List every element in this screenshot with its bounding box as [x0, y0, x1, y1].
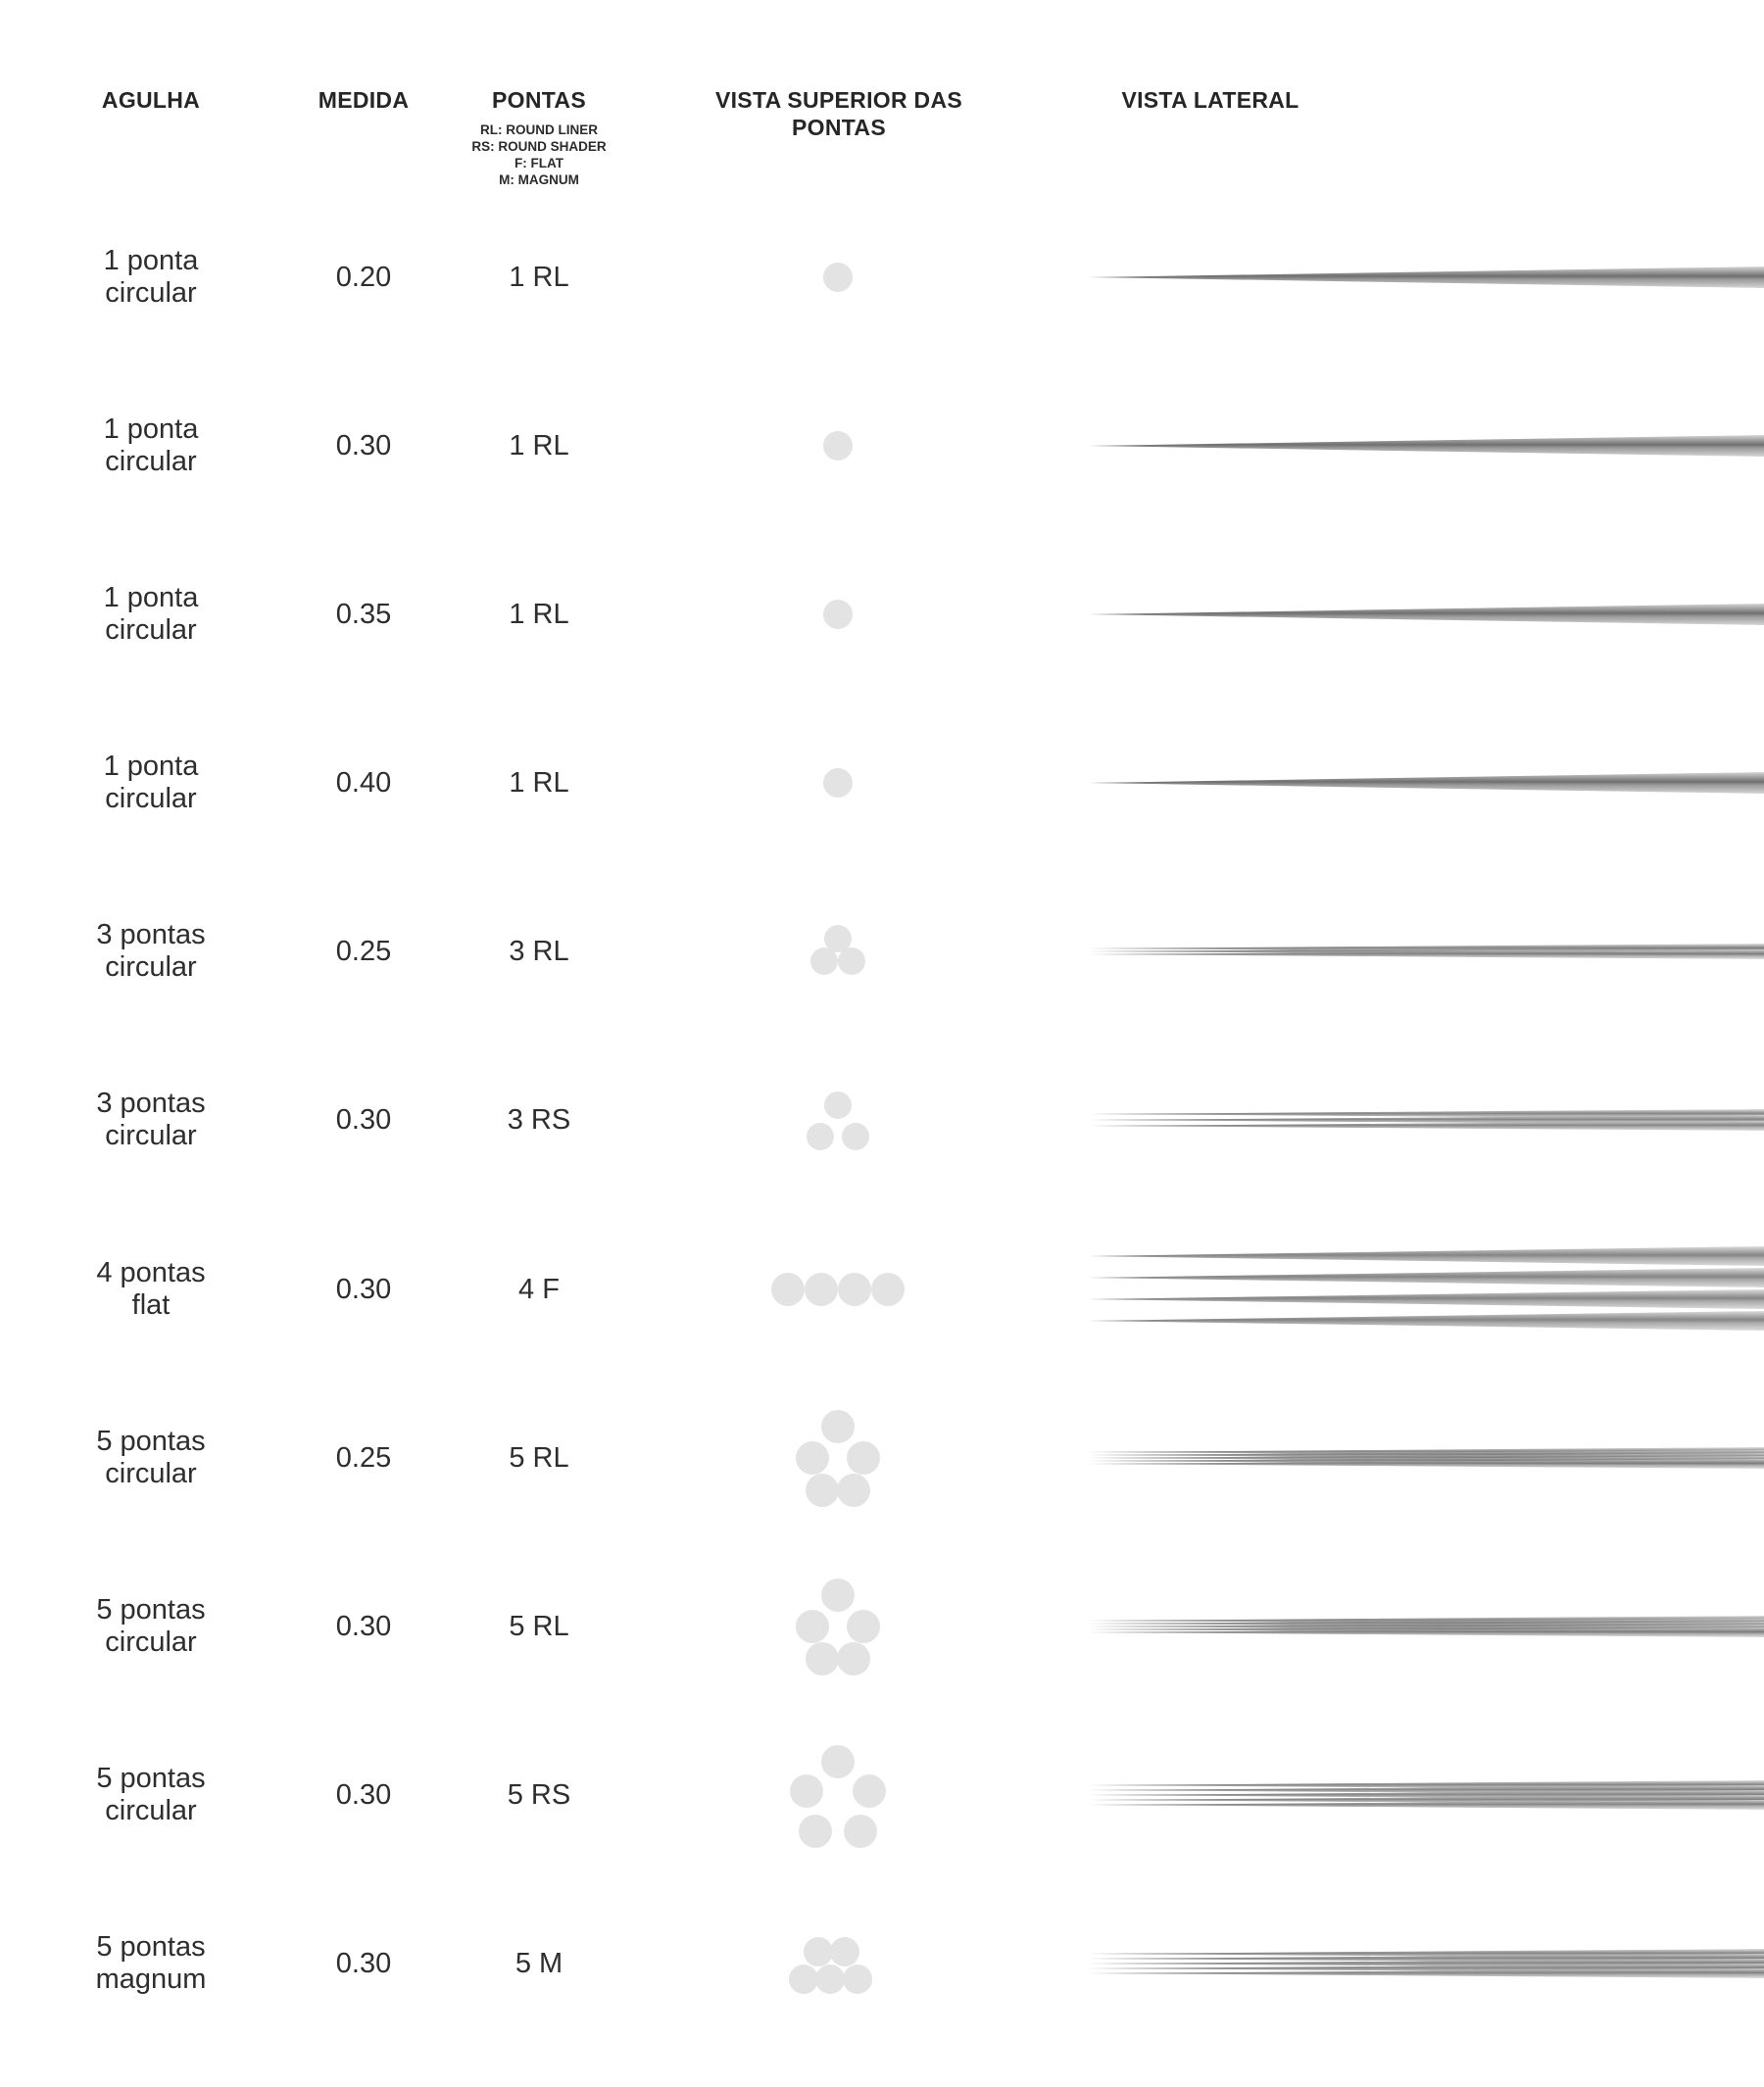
agulha-count: 3 pontas [96, 919, 206, 950]
needle-side-view [1088, 387, 1764, 505]
tip-circle [815, 1965, 845, 1994]
pontas-cell: 5 M [514, 1947, 564, 1979]
tip-circle [796, 1610, 829, 1643]
needle-side-view [1088, 1399, 1764, 1517]
needle-side-view [1088, 556, 1764, 673]
tip-circle [806, 1642, 839, 1675]
agulha-type: circular [105, 1626, 197, 1658]
tip-circle [807, 1123, 834, 1150]
pontas-legend [441, 121, 637, 188]
needle-side-view [1088, 1736, 1764, 1854]
tip-top-view [764, 556, 911, 673]
medida-cell: 0.30 [335, 1947, 392, 1979]
agulha-type: circular [105, 783, 197, 814]
needle-side-view [1088, 724, 1764, 842]
medida-cell: 0.30 [335, 1778, 392, 1811]
agulha-type: circular [105, 1795, 197, 1826]
agulha-count: 1 ponta [103, 582, 199, 613]
tip-circle [824, 1092, 852, 1119]
needle-strand [1088, 435, 1764, 457]
agulha-cell [53, 1231, 249, 1348]
tip-top-view [764, 1568, 911, 1685]
agulha-count: 5 pontas [96, 1426, 206, 1457]
header-medida: MEDIDA [318, 87, 410, 113]
legend-item: M: MAGNUM [499, 172, 579, 187]
agulha-count: 1 ponta [103, 751, 199, 782]
tip-circle [821, 1745, 855, 1778]
needle-strand [1088, 1311, 1764, 1331]
pontas-cell: 4 F [518, 1273, 560, 1305]
header-pontas: PONTAS [492, 87, 586, 113]
needle-strand [1088, 267, 1764, 288]
medida-cell: 0.25 [335, 935, 392, 967]
table-row [0, 387, 1764, 505]
agulha-type: circular [105, 446, 197, 477]
agulha-type: circular [105, 951, 197, 983]
needle-strand [1088, 1246, 1764, 1266]
tip-circle [806, 1474, 839, 1507]
tip-circle [823, 768, 853, 798]
agulha-count: 1 ponta [103, 245, 199, 276]
agulha-count: 4 pontas [96, 1257, 206, 1288]
tip-circle [771, 1273, 805, 1306]
pontas-cell: 3 RL [509, 935, 569, 967]
agulha-cell [53, 893, 249, 1010]
agulha-type: circular [105, 614, 197, 646]
needle-strand [1088, 772, 1764, 794]
agulha-cell [53, 1905, 249, 2022]
pontas-cell: 5 RL [509, 1441, 569, 1474]
tip-circle [837, 1642, 870, 1675]
medida-cell: 0.35 [335, 598, 392, 630]
tip-circle [796, 1441, 829, 1475]
needle-strand [1088, 1268, 1764, 1287]
tip-circle [847, 1610, 880, 1643]
legend-item: RS: ROUND SHADER [471, 139, 607, 154]
tip-top-view [764, 893, 911, 1010]
header-vista-superior: VISTA SUPERIOR DAS PONTAS [714, 87, 963, 140]
header-agulha: AGULHA [101, 87, 201, 113]
tip-circle [823, 600, 853, 629]
tip-circle [853, 1774, 886, 1808]
medida-cell: 0.30 [335, 1273, 392, 1305]
tip-top-view [764, 1399, 911, 1517]
pontas-cell: 5 RS [507, 1778, 571, 1811]
agulha-count: 3 pontas [96, 1088, 206, 1119]
tip-circle [843, 1965, 872, 1994]
tip-circle [821, 1578, 855, 1612]
needle-side-view [1088, 1905, 1764, 2022]
table-row [0, 1905, 1764, 2022]
needle-side-view [1088, 1568, 1764, 1685]
table-row [0, 218, 1764, 336]
needle-strand [1088, 1121, 1764, 1131]
tip-circle [810, 947, 838, 975]
table-row [0, 1736, 1764, 1854]
agulha-count: 5 pontas [96, 1594, 206, 1626]
tip-circle [871, 1273, 905, 1306]
tip-circle [804, 1937, 833, 1966]
tip-circle [844, 1815, 877, 1848]
table-row [0, 1399, 1764, 1517]
agulha-type: flat [131, 1289, 171, 1321]
tip-top-view [764, 1905, 911, 2022]
agulha-type: circular [105, 277, 197, 309]
needle-strand [1088, 604, 1764, 625]
tip-top-view [764, 1061, 911, 1179]
tip-top-view [764, 724, 911, 842]
tip-circle [821, 1410, 855, 1443]
agulha-cell [53, 218, 249, 336]
tip-top-view [764, 1231, 911, 1348]
agulha-count: 5 pontas [96, 1763, 206, 1794]
tip-circle [838, 1273, 871, 1306]
agulha-count: 1 ponta [103, 413, 199, 445]
pontas-cell: 5 RL [509, 1610, 569, 1642]
tip-circle [823, 431, 853, 461]
medida-cell: 0.20 [335, 261, 392, 293]
tip-circle [830, 1937, 859, 1966]
agulha-cell [53, 556, 249, 673]
pontas-cell: 1 RL [509, 766, 569, 799]
tip-top-view [764, 387, 911, 505]
needle-side-view [1088, 1231, 1764, 1348]
header-vista-lateral: VISTA LATERAL [1121, 87, 1299, 113]
needle-side-view [1088, 218, 1764, 336]
tip-circle [789, 1965, 818, 1994]
agulha-count: 5 pontas [96, 1931, 206, 1963]
agulha-cell [53, 1568, 249, 1685]
table-row [0, 724, 1764, 842]
medida-cell: 0.25 [335, 1441, 392, 1474]
tip-circle [838, 947, 865, 975]
table-row [0, 893, 1764, 1010]
pontas-cell: 3 RS [507, 1103, 571, 1136]
table-row [0, 1568, 1764, 1685]
legend-item: F: FLAT [514, 156, 564, 170]
needle-strand [1088, 1289, 1764, 1309]
tip-circle [842, 1123, 869, 1150]
legend-item: RL: ROUND LINER [480, 122, 598, 137]
tip-circle [837, 1474, 870, 1507]
medida-cell: 0.30 [335, 1103, 392, 1136]
table-row [0, 556, 1764, 673]
tip-top-view [764, 218, 911, 336]
needle-side-view [1088, 1061, 1764, 1179]
needle-side-view [1088, 893, 1764, 1010]
medida-cell: 0.30 [335, 429, 392, 461]
tip-top-view [764, 1736, 911, 1854]
agulha-cell [53, 1736, 249, 1854]
pontas-cell: 1 RL [509, 261, 569, 293]
pontas-cell: 1 RL [509, 429, 569, 461]
medida-cell: 0.40 [335, 766, 392, 799]
agulha-cell [53, 1061, 249, 1179]
tip-circle [790, 1774, 823, 1808]
tip-circle [823, 263, 853, 292]
agulha-cell [53, 1399, 249, 1517]
tip-circle [799, 1815, 832, 1848]
table-row [0, 1061, 1764, 1179]
medida-cell: 0.30 [335, 1610, 392, 1642]
tip-circle [805, 1273, 838, 1306]
agulha-cell [53, 724, 249, 842]
tip-circle [847, 1441, 880, 1475]
agulha-type: circular [105, 1458, 197, 1489]
agulha-type: circular [105, 1120, 197, 1151]
pontas-cell: 1 RL [509, 598, 569, 630]
table-row [0, 1231, 1764, 1348]
agulha-type: magnum [95, 1964, 207, 1995]
agulha-cell [53, 387, 249, 505]
